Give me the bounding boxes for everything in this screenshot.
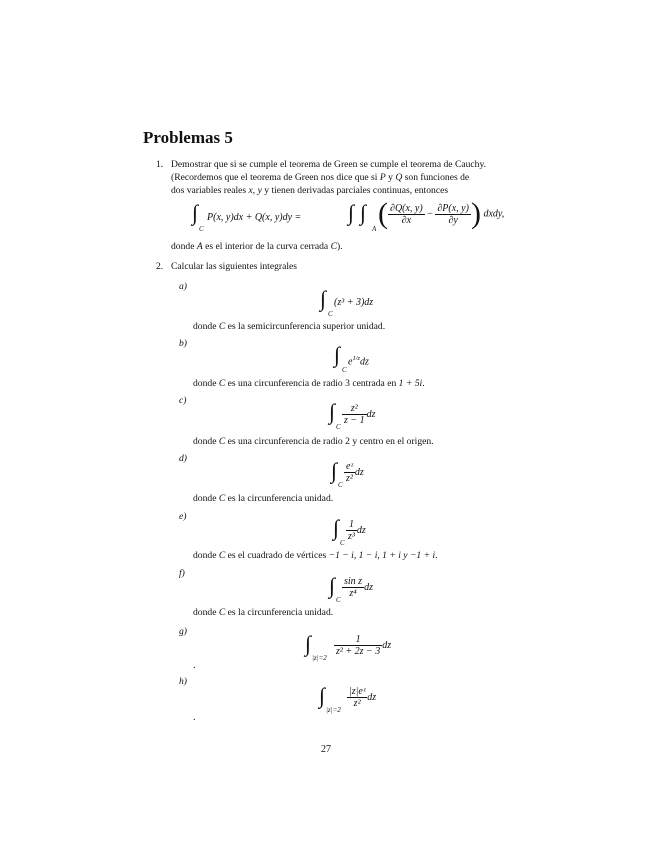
math-C: C bbox=[218, 321, 226, 332]
text: ). bbox=[336, 241, 343, 252]
item-d-integrand bbox=[344, 461, 364, 484]
numerator: ∂P(x, y) bbox=[437, 202, 469, 214]
text: y bbox=[385, 172, 396, 183]
item-g-subscript: |z|=2 bbox=[312, 654, 327, 662]
text: es el interior de la curva cerrada bbox=[202, 241, 331, 252]
math-C: C bbox=[218, 436, 226, 447]
item-g-integrand bbox=[334, 634, 391, 657]
math-A: A bbox=[196, 241, 203, 252]
item-h-label: h) bbox=[179, 676, 187, 687]
contour-integral-sign: ∫ bbox=[192, 200, 199, 225]
item-c-text bbox=[193, 436, 434, 448]
item-a-integral-sign: ∫ bbox=[320, 286, 327, 311]
text: . bbox=[435, 550, 438, 561]
item-b-subscript: C bbox=[342, 366, 347, 374]
numerator: eᶻ bbox=[344, 461, 355, 473]
text: donde bbox=[171, 241, 197, 252]
item-c-label: c) bbox=[179, 395, 187, 406]
minus-sign: − bbox=[427, 208, 433, 220]
item-g-integral-sign: ∫ bbox=[305, 631, 312, 656]
denominator: z − 1 bbox=[344, 415, 365, 426]
numerator: z² bbox=[342, 403, 367, 415]
item-a-integrand: (z³ + 3)dz bbox=[334, 297, 374, 308]
left-paren: ( bbox=[378, 197, 388, 230]
item-d-subscript: C bbox=[338, 481, 343, 489]
item-e-integrand bbox=[346, 519, 366, 542]
fraction bbox=[334, 634, 382, 657]
double-integral-sign-1: ∫ bbox=[348, 200, 355, 225]
numerator: |z|eᶻ bbox=[349, 686, 366, 697]
item-e-text bbox=[193, 550, 438, 562]
item-c-integral-sign: ∫ bbox=[329, 399, 336, 424]
dz: dz bbox=[354, 466, 364, 478]
equation-tail: dxdy, bbox=[483, 208, 505, 220]
item-b-label: b) bbox=[179, 338, 187, 349]
text: es la circunferencia unidad. bbox=[225, 607, 334, 618]
item-b-text bbox=[193, 378, 425, 390]
problem-1-line-2 bbox=[171, 172, 469, 184]
item-h-subscript: |z|=2 bbox=[326, 706, 341, 714]
math-Q: Q bbox=[395, 172, 403, 183]
dz: dz bbox=[367, 691, 377, 703]
equation-lhs: P(x, y)dx + Q(x, y)dy = bbox=[207, 212, 302, 223]
numerator: 1 bbox=[334, 634, 382, 646]
text: donde bbox=[193, 550, 219, 561]
item-f-label: f) bbox=[179, 568, 185, 579]
item-c-subscript: C bbox=[336, 423, 341, 431]
denominator: z³ bbox=[348, 531, 355, 542]
item-d-integral-sign: ∫ bbox=[331, 458, 338, 483]
item-f-integrand bbox=[342, 576, 373, 599]
equation-rhs bbox=[378, 199, 504, 229]
item-c-integrand bbox=[342, 403, 376, 426]
dz: dz bbox=[356, 524, 366, 536]
fraction bbox=[346, 519, 357, 542]
dz: dz bbox=[382, 639, 392, 651]
denominator: ∂x bbox=[401, 214, 412, 226]
text: dos variables reales bbox=[171, 185, 249, 196]
text: , bbox=[252, 185, 258, 196]
item-b-integral-sign: ∫ bbox=[334, 342, 341, 367]
item-f-subscript: C bbox=[336, 596, 341, 604]
math-y: y bbox=[257, 185, 262, 196]
item-h-integral-sign: ∫ bbox=[319, 683, 326, 708]
item-d-text bbox=[193, 493, 333, 505]
integral-subscript-A: A bbox=[372, 225, 377, 233]
problem-2-intro: Calcular las siguientes integrales bbox=[171, 261, 298, 272]
integral-subscript-C: C bbox=[199, 225, 204, 233]
math-C: C bbox=[218, 607, 226, 618]
text: . bbox=[422, 378, 425, 389]
item-h-integrand bbox=[347, 686, 376, 709]
item-g-label: g) bbox=[179, 626, 187, 637]
text: donde bbox=[193, 436, 219, 447]
denominator: ∂y bbox=[448, 214, 458, 226]
fraction-dQdx bbox=[388, 203, 425, 226]
numerator: ∂Q(x, y) bbox=[390, 202, 423, 214]
problem-1-number: 1. bbox=[156, 159, 164, 170]
item-f-integral-sign: ∫ bbox=[329, 573, 336, 598]
page-number: 27 bbox=[321, 744, 331, 755]
denominator: z² + 2z − 3 bbox=[336, 646, 381, 657]
item-f-text bbox=[193, 607, 333, 619]
item-e-label: e) bbox=[179, 511, 187, 522]
math-P: P bbox=[379, 172, 386, 183]
numerator: 1 bbox=[346, 519, 357, 531]
item-e-integral-sign: ∫ bbox=[333, 515, 340, 540]
dz: dz bbox=[364, 581, 373, 593]
math-C: C bbox=[330, 241, 337, 252]
problem-2-number: 2. bbox=[156, 261, 164, 272]
item-a-label: a) bbox=[179, 281, 187, 292]
fraction-dPdy bbox=[435, 203, 471, 226]
item-e-subscript: C bbox=[340, 539, 345, 547]
problem-1-line-3 bbox=[171, 185, 448, 197]
text: donde bbox=[193, 607, 219, 618]
math-C: C bbox=[218, 493, 226, 504]
denominator: z² bbox=[346, 473, 353, 484]
text: donde bbox=[193, 321, 219, 332]
problem-1-after bbox=[171, 241, 343, 253]
dz: dz bbox=[366, 408, 376, 420]
text: es una circunferencia de radio 3 centrada en bbox=[225, 378, 399, 389]
math-C: C bbox=[218, 550, 226, 561]
double-integral-sign-2: ∫ bbox=[360, 200, 367, 225]
text: son funciones de bbox=[402, 172, 470, 183]
item-b-integrand bbox=[348, 356, 369, 367]
text: donde bbox=[193, 378, 219, 389]
denominator: z² bbox=[353, 698, 361, 709]
base: e bbox=[348, 356, 353, 368]
math-C: C bbox=[218, 378, 226, 389]
text: (Recordemos que el teorema de Green nos dice que si bbox=[171, 172, 380, 183]
fraction bbox=[347, 686, 367, 709]
math-x: x bbox=[248, 185, 253, 196]
item-a-subscript: C bbox=[328, 310, 333, 318]
right-paren: ) bbox=[470, 197, 481, 230]
text: donde bbox=[193, 493, 219, 504]
item-d-label: d) bbox=[179, 453, 187, 464]
numerator: sin z bbox=[344, 576, 363, 587]
problem-1-line-1: Demostrar que si se cumple el teorema de Green se cumple el teorema de Cauchy. bbox=[171, 159, 487, 170]
item-a-text bbox=[193, 321, 385, 333]
text: es una circunferencia de radio 2 y centro en el origen. bbox=[225, 436, 434, 447]
text: es la semicircunferencia superior unidad. bbox=[225, 321, 386, 332]
fraction bbox=[342, 403, 367, 426]
math-value: 1 + 5i bbox=[398, 378, 423, 389]
math-value: −1 − i, 1 − i, 1 + i y −1 + i bbox=[328, 550, 436, 561]
text: es el cuadrado de vértices bbox=[225, 550, 329, 561]
item-h-period: . bbox=[193, 712, 196, 723]
fraction bbox=[344, 461, 355, 484]
text: es la circunferencia unidad. bbox=[225, 493, 334, 504]
page-title: Problemas 5 bbox=[143, 128, 233, 147]
text: y tienen derivadas parciales continuas, entonces bbox=[261, 185, 449, 196]
fraction bbox=[342, 576, 364, 599]
dz: dz bbox=[360, 356, 369, 368]
exponent: 1/z bbox=[352, 355, 361, 362]
item-g-period: . bbox=[193, 660, 196, 671]
denominator: z⁴ bbox=[349, 588, 357, 599]
